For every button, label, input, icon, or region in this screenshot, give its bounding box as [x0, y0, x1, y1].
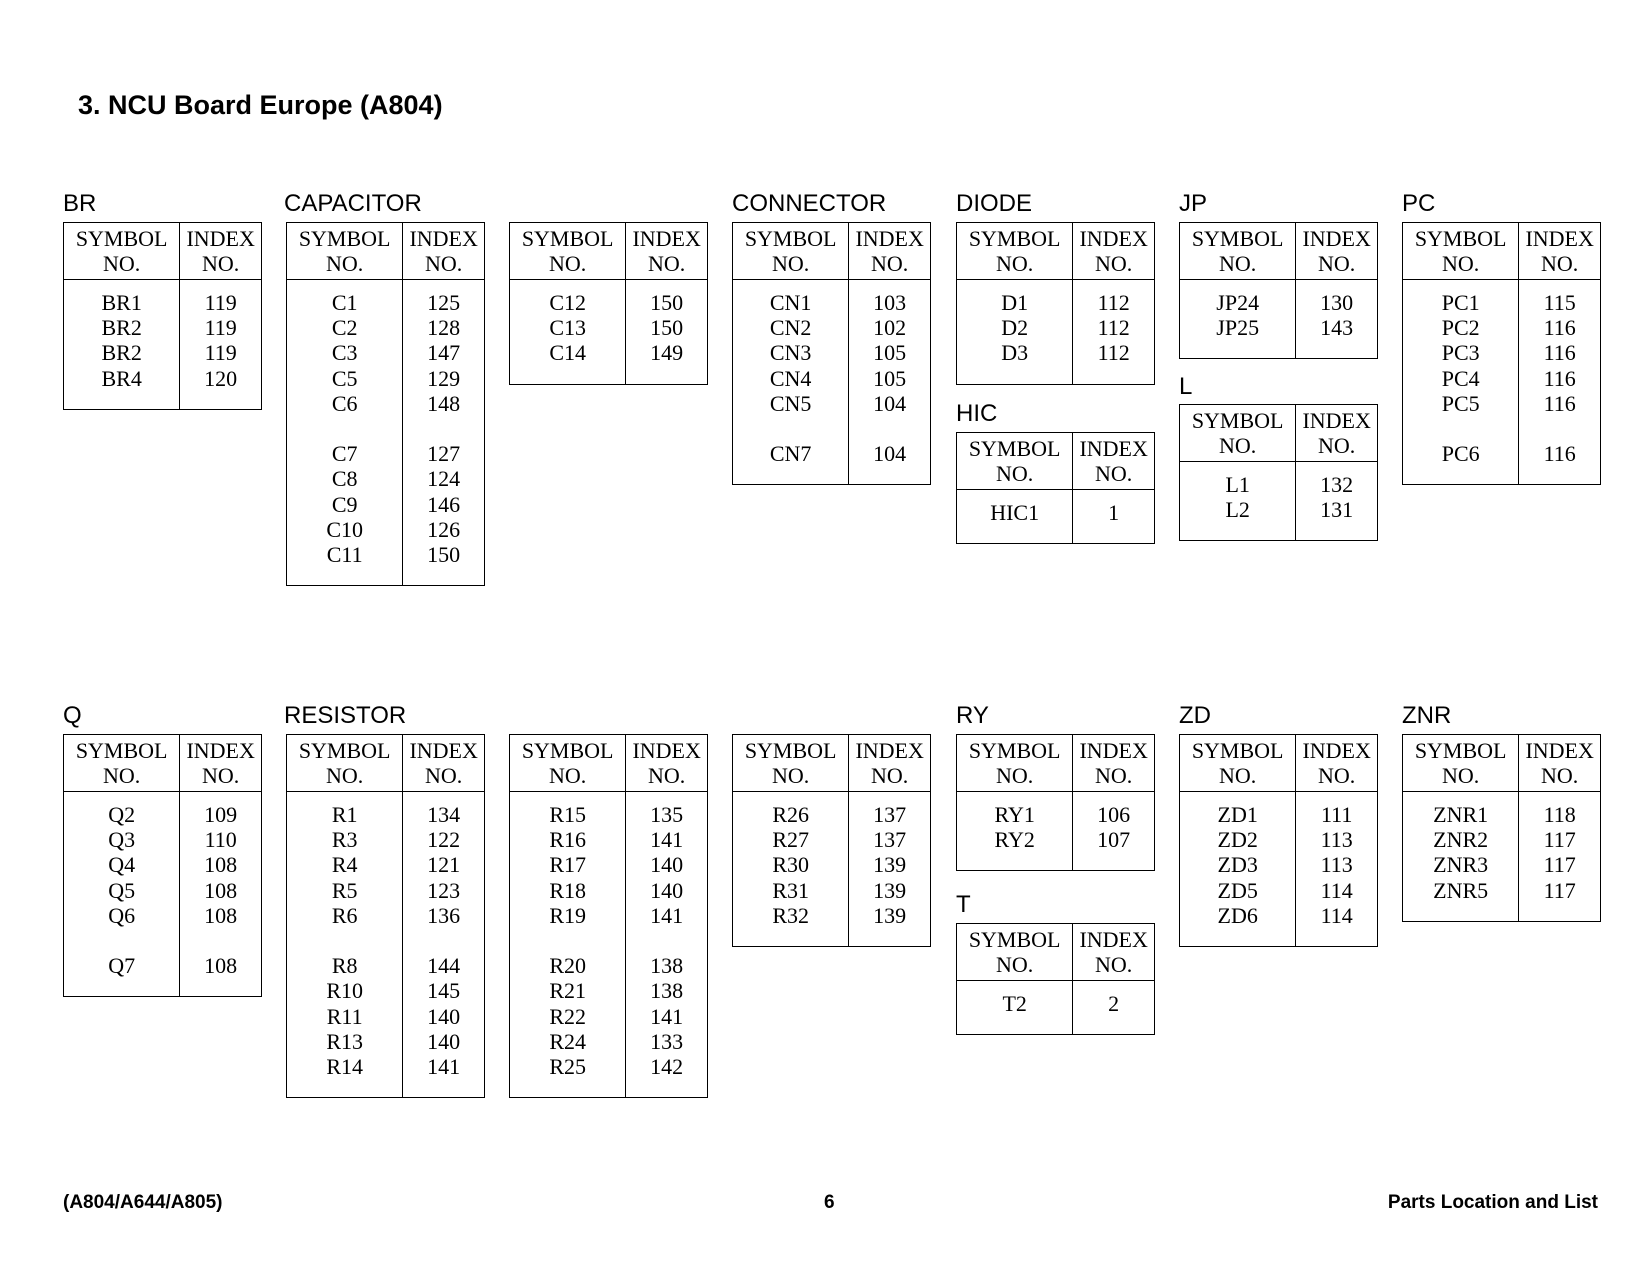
connector-table	[732, 222, 931, 485]
index-header: INDEX NO.	[1073, 924, 1155, 981]
label-q: Q	[63, 702, 82, 729]
index-list: 1	[1108, 500, 1120, 525]
label-diode: DIODE	[956, 190, 1033, 217]
index-list: 125 128 147 129 148 127 124 146 126 150	[427, 290, 461, 568]
ry-table	[956, 734, 1155, 871]
label-t: T	[956, 891, 971, 918]
jp-table	[1179, 222, 1378, 359]
index-header: INDEX NO.	[180, 735, 262, 792]
label-jp: JP	[1179, 190, 1208, 217]
diode-table	[956, 222, 1155, 385]
symbol-header: SYMBOL NO.	[733, 223, 849, 280]
index-list: 109 110 108 108 108 108	[204, 802, 238, 979]
symbol-list: R1 R3 R4 R5 R6 R8 R10 R11 R13 R14	[287, 792, 403, 1098]
symbol-list: CN1 CN2 CN3 CN4 CN5 CN7	[733, 280, 849, 485]
symbol-list: Q2 Q3 Q4 Q5 Q6 Q7	[64, 792, 180, 997]
capacitor-table-1	[286, 222, 485, 586]
index-header: INDEX NO.	[849, 735, 931, 792]
resistor-table-2	[509, 734, 708, 1098]
label-capacitor: CAPACITOR	[284, 190, 422, 217]
index-list: 135 141 140 140 141 138 138 141 133 142	[650, 802, 684, 1080]
label-connector: CONNECTOR	[732, 190, 887, 217]
symbol-list: BR1 BR2 BR2 BR4	[64, 280, 180, 410]
symbol-list: R26 R27 R30 R31 R32	[733, 792, 849, 947]
index-header: INDEX NO.	[1519, 735, 1601, 792]
symbol-header: SYMBOL NO.	[1180, 735, 1296, 792]
symbol-list: ZD1 ZD2 ZD3 ZD5 ZD6	[1180, 792, 1296, 947]
index-list: 132 131	[1320, 472, 1354, 523]
index-list: 103 102 105 105 104 104	[873, 290, 907, 467]
index-list: 112 112 112	[1097, 290, 1130, 366]
symbol-header: SYMBOL NO.	[957, 735, 1073, 792]
index-header: INDEX NO.	[180, 223, 262, 280]
index-header: INDEX NO.	[849, 223, 931, 280]
index-header: INDEX NO.	[1073, 735, 1155, 792]
label-resistor: RESISTOR	[284, 702, 407, 729]
index-header: INDEX NO.	[626, 735, 708, 792]
index-header: INDEX NO.	[403, 223, 485, 280]
resistor-table-3	[732, 734, 931, 947]
l-table	[1179, 404, 1378, 541]
label-pc: PC	[1402, 190, 1436, 217]
symbol-list: R15 R16 R17 R18 R19 R20 R21 R22 R24 R25	[510, 792, 626, 1098]
symbol-header: SYMBOL NO.	[957, 433, 1073, 490]
symbol-list: RY1 RY2	[957, 792, 1073, 871]
index-list: 119 119 119 120	[204, 290, 238, 391]
symbol-header: SYMBOL NO.	[1403, 735, 1519, 792]
index-list: 115 116 116 116 116 116	[1543, 290, 1576, 467]
zd-table	[1179, 734, 1378, 947]
symbol-list: ZNR1 ZNR2 ZNR3 ZNR5	[1403, 792, 1519, 922]
t-table	[956, 923, 1155, 1035]
index-list: 150 150 149	[650, 290, 684, 366]
index-list: 118 117 117 117	[1543, 802, 1576, 903]
index-list: 2	[1108, 991, 1120, 1016]
symbol-header: SYMBOL NO.	[287, 223, 403, 280]
symbol-header: SYMBOL NO.	[957, 924, 1073, 981]
index-list: 134 122 121 123 136 144 145 140 140 141	[427, 802, 461, 1080]
index-list: 111 113 113 114 114	[1320, 802, 1353, 928]
resistor-table-1	[286, 734, 485, 1098]
symbol-header: SYMBOL NO.	[64, 735, 180, 792]
index-header: INDEX NO.	[626, 223, 708, 280]
br-table	[63, 222, 262, 410]
symbol-list: D1 D2 D3	[957, 280, 1073, 385]
footer-section-title: Parts Location and List	[1387, 1192, 1598, 1213]
index-list: 106 107	[1097, 802, 1131, 853]
footer-page-number: 6	[824, 1192, 835, 1213]
index-list: 130 143	[1320, 290, 1354, 341]
label-br: BR	[63, 190, 97, 217]
symbol-header: SYMBOL NO.	[510, 735, 626, 792]
symbol-list: L1 L2	[1180, 462, 1296, 541]
label-zd: ZD	[1179, 702, 1211, 729]
index-header: INDEX NO.	[1296, 735, 1378, 792]
symbol-list: PC1 PC2 PC3 PC4 PC5 PC6	[1403, 280, 1519, 485]
symbol-header: SYMBOL NO.	[1403, 223, 1519, 280]
symbol-header: SYMBOL NO.	[1180, 223, 1296, 280]
index-header: INDEX NO.	[1296, 223, 1378, 280]
index-list: 137 137 139 139 139	[873, 802, 907, 928]
index-header: INDEX NO.	[1073, 433, 1155, 490]
label-ry: RY	[956, 702, 989, 729]
symbol-list: HIC1	[957, 490, 1073, 544]
symbol-list: T2	[957, 981, 1073, 1035]
symbol-header: SYMBOL NO.	[733, 735, 849, 792]
symbol-header: SYMBOL NO.	[287, 735, 403, 792]
footer-model-codes: (A804/A644/A805)	[63, 1192, 223, 1213]
label-l: L	[1179, 373, 1193, 400]
q-table	[63, 734, 262, 997]
hic-table	[956, 432, 1155, 544]
label-znr: ZNR	[1402, 702, 1452, 729]
symbol-list: C12 C13 C14	[510, 280, 626, 385]
symbol-list: C1 C2 C3 C5 C6 C7 C8 C9 C10 C11	[287, 280, 403, 586]
index-header: INDEX NO.	[1519, 223, 1601, 280]
symbol-header: SYMBOL NO.	[510, 223, 626, 280]
symbol-header: SYMBOL NO.	[1180, 405, 1296, 462]
symbol-header: SYMBOL NO.	[64, 223, 180, 280]
capacitor-table-2	[509, 222, 708, 385]
page-title: 3. NCU Board Europe (A804)	[78, 90, 443, 120]
symbol-header: SYMBOL NO.	[957, 223, 1073, 280]
pc-table	[1402, 222, 1601, 485]
index-header: INDEX NO.	[403, 735, 485, 792]
index-header: INDEX NO.	[1073, 223, 1155, 280]
index-header: INDEX NO.	[1296, 405, 1378, 462]
symbol-list: JP24 JP25	[1180, 280, 1296, 359]
znr-table	[1402, 734, 1601, 922]
label-hic: HIC	[956, 400, 998, 427]
